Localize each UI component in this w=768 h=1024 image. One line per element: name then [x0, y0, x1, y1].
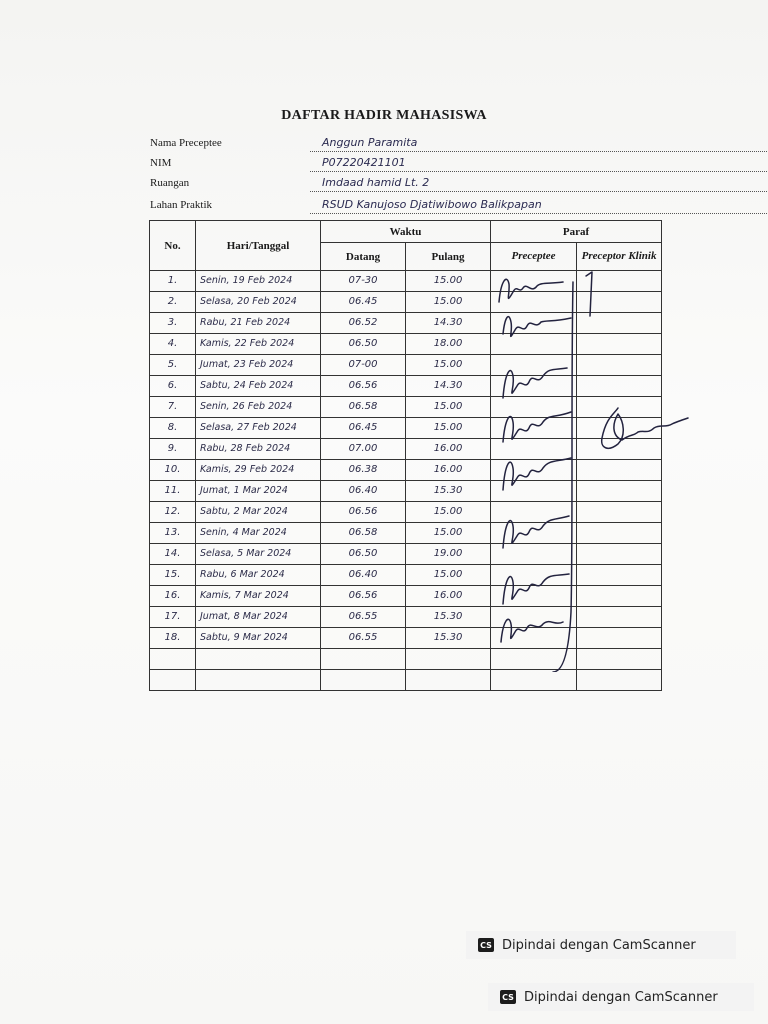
- cell-empty: [321, 670, 406, 691]
- field-label: NIM: [150, 157, 172, 169]
- cell-datang: 06.56: [321, 586, 406, 607]
- header-hari-tanggal: Hari/Tanggal: [196, 221, 321, 271]
- cell-date: Senin, 4 Mar 2024: [196, 523, 321, 544]
- cell-paraf-preceptor: [577, 607, 662, 628]
- signature-preceptee: [493, 272, 575, 672]
- camscanner-logo-icon: CS: [478, 938, 494, 952]
- cell-date: Kamis, 29 Feb 2024: [196, 460, 321, 481]
- field-value: Imdaad hamid Lt. 2: [310, 177, 768, 192]
- table-row-empty: [150, 670, 662, 691]
- cell-date: Rabu, 6 Mar 2024: [196, 565, 321, 586]
- cell-empty: [150, 649, 196, 670]
- cell-empty: [321, 649, 406, 670]
- cell-empty: [406, 649, 491, 670]
- table-row-empty: [150, 649, 662, 670]
- cell-no: 5.: [150, 355, 196, 376]
- cell-empty: [406, 670, 491, 691]
- camscanner-watermark: [466, 931, 736, 959]
- cell-date: Rabu, 21 Feb 2024: [196, 313, 321, 334]
- field-label: Ruangan: [150, 177, 190, 189]
- cell-date: Jumat, 8 Mar 2024: [196, 607, 321, 628]
- table-row: [150, 628, 662, 649]
- signature-preceptor-klinik: [578, 268, 690, 468]
- cell-no: 3.: [150, 313, 196, 334]
- cell-datang: 06.55: [321, 628, 406, 649]
- cell-datang: 06.45: [321, 418, 406, 439]
- cell-no: 6.: [150, 376, 196, 397]
- cell-datang: 06.52: [321, 313, 406, 334]
- page-title: DAFTAR HADIR MAHASISWA: [281, 108, 487, 123]
- cell-date: Selasa, 20 Feb 2024: [196, 292, 321, 313]
- cell-datang: 06.40: [321, 481, 406, 502]
- cell-date: Senin, 26 Feb 2024: [196, 397, 321, 418]
- cell-no: 7.: [150, 397, 196, 418]
- cell-pulang: 14.30: [406, 376, 491, 397]
- cell-pulang: 19.00: [406, 544, 491, 565]
- cell-empty: [491, 670, 577, 691]
- table-row: [150, 481, 662, 502]
- cell-date: Jumat, 1 Mar 2024: [196, 481, 321, 502]
- camscanner-watermark: [488, 983, 754, 1011]
- cell-no: 13.: [150, 523, 196, 544]
- table-row: [150, 502, 662, 523]
- cell-no: 16.: [150, 586, 196, 607]
- cell-date: Kamis, 7 Mar 2024: [196, 586, 321, 607]
- cell-pulang: 15.30: [406, 481, 491, 502]
- field-value: RSUD Kanujoso Djatiwibowo Balikpapan: [310, 199, 768, 214]
- cell-date: Kamis, 22 Feb 2024: [196, 334, 321, 355]
- cell-no: 9.: [150, 439, 196, 460]
- cell-pulang: 16.00: [406, 586, 491, 607]
- preceptor-signature-drawing: [578, 268, 690, 468]
- cell-pulang: 15.00: [406, 355, 491, 376]
- watermark-text: Dipindai dengan CamScanner: [502, 937, 696, 953]
- cell-datang: 06.40: [321, 565, 406, 586]
- cell-no: 14.: [150, 544, 196, 565]
- cell-pulang: 14.30: [406, 313, 491, 334]
- cell-datang: 07-30: [321, 271, 406, 292]
- cell-pulang: 18.00: [406, 334, 491, 355]
- table-row: [150, 565, 662, 586]
- cell-date: Selasa, 27 Feb 2024: [196, 418, 321, 439]
- cell-datang: 07.00: [321, 439, 406, 460]
- cell-empty: [577, 649, 662, 670]
- cell-empty: [196, 670, 321, 691]
- cell-datang: 06.45: [321, 292, 406, 313]
- cell-pulang: 15.00: [406, 565, 491, 586]
- cell-date: Selasa, 5 Mar 2024: [196, 544, 321, 565]
- header-preceptor-klinik: Preceptor Klinik: [577, 243, 662, 271]
- cell-paraf-preceptor: [577, 481, 662, 502]
- header-no: No.: [150, 221, 196, 271]
- cell-date: Sabtu, 24 Feb 2024: [196, 376, 321, 397]
- cell-empty: [577, 670, 662, 691]
- camscanner-logo-icon: CS: [500, 990, 516, 1004]
- cell-datang: 06.38: [321, 460, 406, 481]
- cell-empty: [196, 649, 321, 670]
- field-value: Anggun Paramita: [310, 137, 768, 152]
- table-row: [150, 523, 662, 544]
- cell-datang: 07-00: [321, 355, 406, 376]
- cell-no: 12.: [150, 502, 196, 523]
- cell-no: 17.: [150, 607, 196, 628]
- cell-paraf-preceptor: [577, 502, 662, 523]
- cell-pulang: 15.00: [406, 397, 491, 418]
- cell-no: 11.: [150, 481, 196, 502]
- cell-datang: 06.56: [321, 376, 406, 397]
- cell-no: 10.: [150, 460, 196, 481]
- cell-date: Sabtu, 9 Mar 2024: [196, 628, 321, 649]
- cell-date: Senin, 19 Feb 2024: [196, 271, 321, 292]
- cell-pulang: 16.00: [406, 439, 491, 460]
- header-paraf: Paraf: [491, 221, 662, 243]
- watermark-text: Dipindai dengan CamScanner: [524, 989, 718, 1005]
- cell-pulang: 15.00: [406, 271, 491, 292]
- cell-pulang: 15.30: [406, 607, 491, 628]
- table-row: [150, 544, 662, 565]
- header-preceptee: Preceptee: [491, 243, 577, 271]
- table-row: [150, 607, 662, 628]
- cell-empty: [150, 670, 196, 691]
- preceptee-signatures-drawing: [493, 272, 575, 672]
- cell-datang: 06.56: [321, 502, 406, 523]
- cell-paraf-preceptor: [577, 544, 662, 565]
- cell-no: 2.: [150, 292, 196, 313]
- cell-pulang: 15.00: [406, 502, 491, 523]
- cell-date: Jumat, 23 Feb 2024: [196, 355, 321, 376]
- cell-no: 4.: [150, 334, 196, 355]
- cell-no: 8.: [150, 418, 196, 439]
- cell-date: Sabtu, 2 Mar 2024: [196, 502, 321, 523]
- cell-paraf-preceptor: [577, 523, 662, 544]
- cell-datang: 06.58: [321, 523, 406, 544]
- header-waktu: Waktu: [321, 221, 491, 243]
- cell-pulang: 15.00: [406, 418, 491, 439]
- header-datang: Datang: [321, 243, 406, 271]
- field-value: P07220421101: [310, 157, 768, 172]
- cell-pulang: 15.30: [406, 628, 491, 649]
- field-label: Nama Preceptee: [150, 137, 222, 149]
- cell-pulang: 15.00: [406, 292, 491, 313]
- cell-no: 18.: [150, 628, 196, 649]
- cell-pulang: 16.00: [406, 460, 491, 481]
- field-label: Lahan Praktik: [150, 199, 213, 211]
- cell-date: Rabu, 28 Feb 2024: [196, 439, 321, 460]
- cell-no: 1.: [150, 271, 196, 292]
- cell-paraf-preceptor: [577, 586, 662, 607]
- table-row: [150, 586, 662, 607]
- cell-datang: 06.58: [321, 397, 406, 418]
- cell-no: 15.: [150, 565, 196, 586]
- cell-datang: 06.50: [321, 544, 406, 565]
- cell-paraf-preceptor: [577, 565, 662, 586]
- header-pulang: Pulang: [406, 243, 491, 271]
- cell-datang: 06.50: [321, 334, 406, 355]
- cell-datang: 06.55: [321, 607, 406, 628]
- cell-paraf-preceptor: [577, 628, 662, 649]
- cell-pulang: 15.00: [406, 523, 491, 544]
